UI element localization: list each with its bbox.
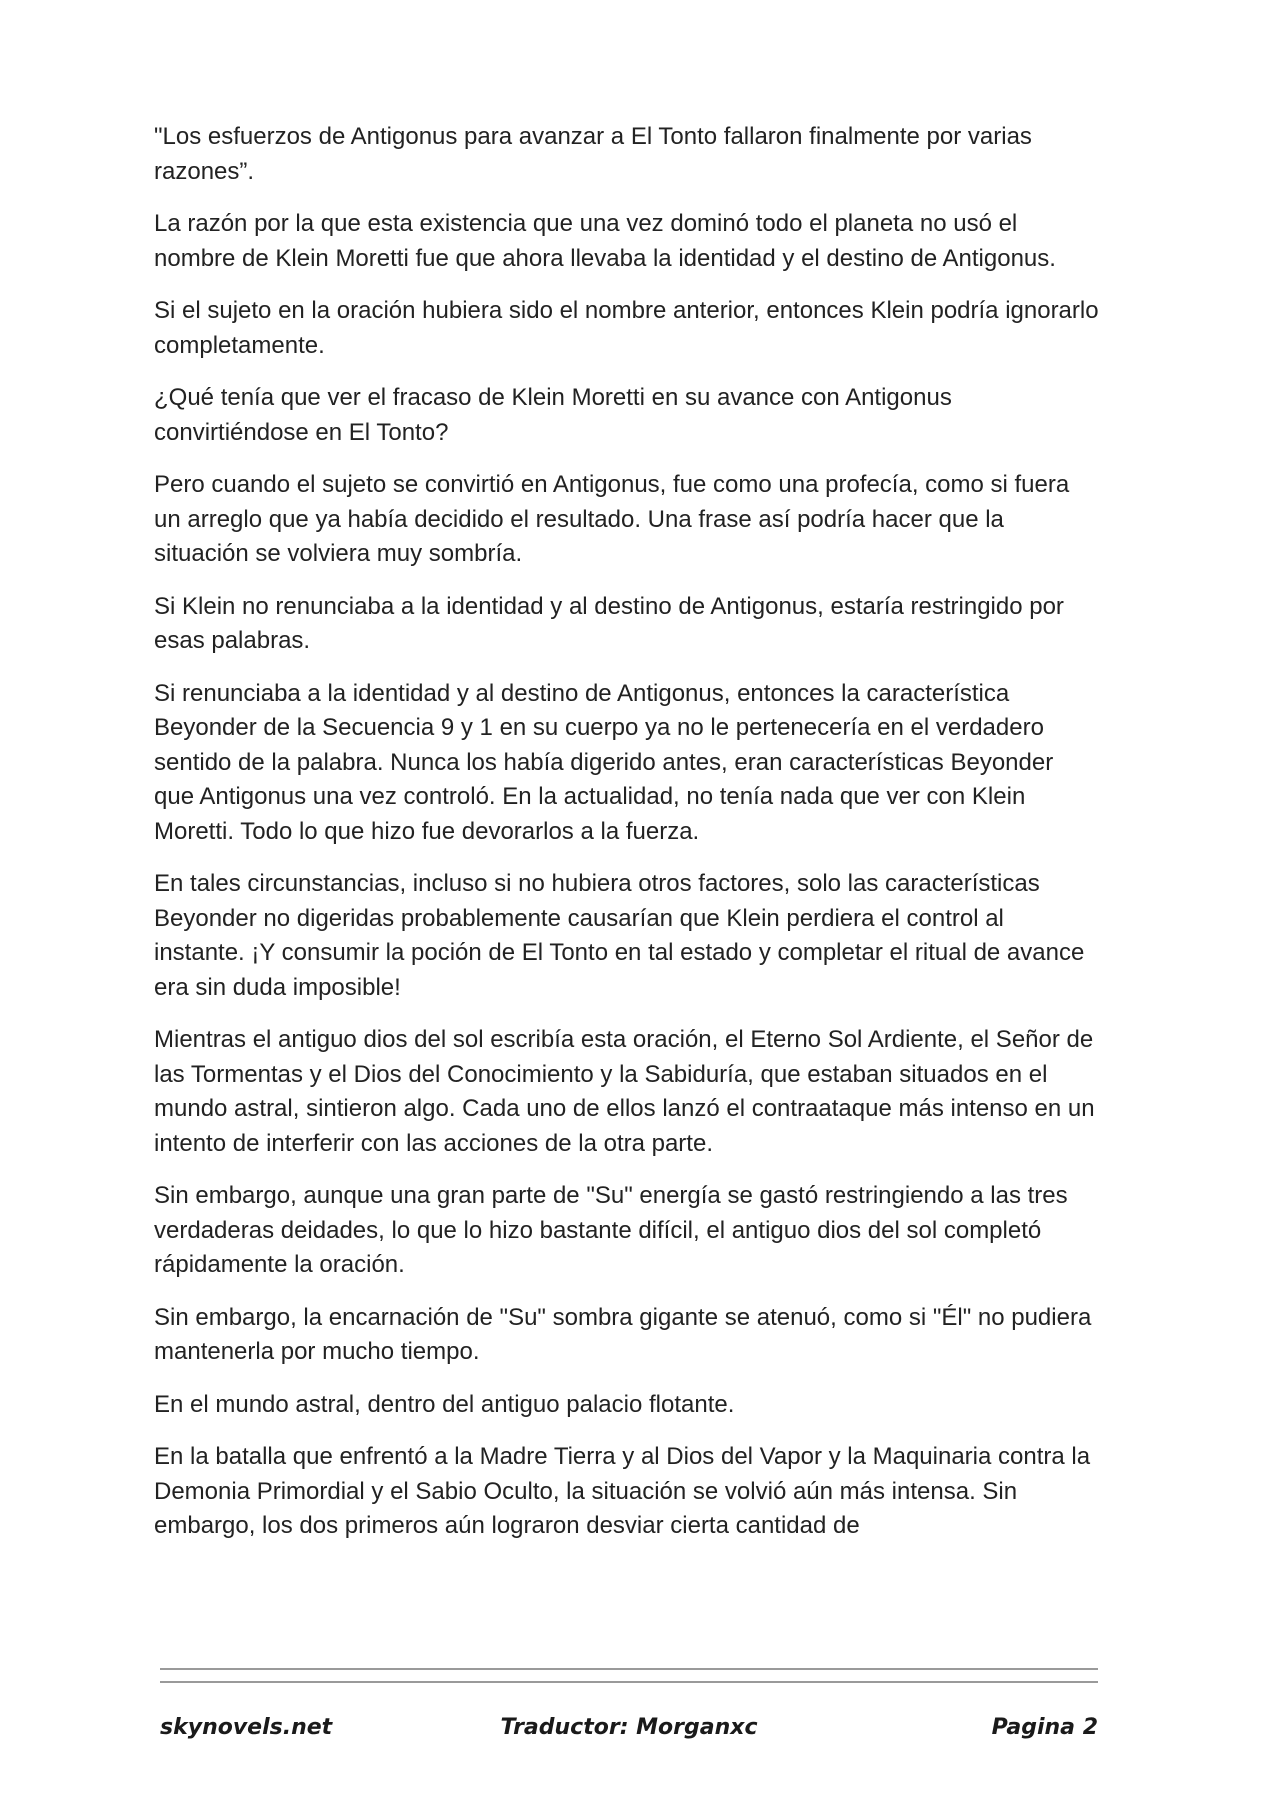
paragraph-5: Pero cuando el sujeto se convirtió en Antigonus, fue como una profecía, como si fuera un arreglo que ya había decidido el resultado. Una frase así podría hacer que la situación se volviera muy sombría. xyxy=(154,471,1070,567)
paragraph-3: Si el sujeto en la oración hubiera sido el nombre anterior, entonces Klein podría ignorarlo completamente. xyxy=(154,297,1099,359)
paragraph-12: En el mundo astral, dentro del antiguo palacio flotante. xyxy=(154,1390,735,1418)
paragraph-7: Si renunciaba a la identidad y al destino de Antigonus, entonces la característica Beyonder de la Secuencia 9 y 1 en su cuerpo ya no le pertenecería en el verdadero sentido de la palabra. Nunca los había digerido antes, eran características Beyonder que Antigonus una vez controló. En la actualidad, no tenía nada que ver con Klein Moretti. Todo lo que hizo fue devorarlos a la fuerza. xyxy=(154,679,1054,845)
footer-divider-line-bottom xyxy=(160,1681,1098,1683)
footer-page-number: Pagina 2 xyxy=(991,1715,1098,1740)
paragraph-8: En tales circunstancias, incluso si no hubiera otros factores, solo las características Beyonder no digeridas probablemente causarían que Klein perdiera el control al instante. ¡Y consumir la poción de El Tonto en tal estado y completar el ritual de avance era sin duda imposible! xyxy=(154,870,1085,1001)
document-body xyxy=(154,120,1099,1562)
footer-site: skynovels.net xyxy=(160,1715,333,1740)
page-footer xyxy=(160,1715,1098,1745)
paragraph-9: Mientras el antiguo dios del sol escribía esta oración, el Eterno Sol Ardiente, el Señor de las Tormentas y el Dios del Conocimiento y la Sabiduría, que estaban situados en el mundo astral, sintieron algo. Cada uno de ellos lanzó el contraataque más intenso en un intento de interferir con las acciones de la otra parte. xyxy=(154,1026,1095,1157)
paragraph-11: Sin embargo, la encarnación de "Su" sombra gigante se atenuó, como si "Él" no pudiera mantenerla por mucho tiempo. xyxy=(154,1303,1092,1365)
paragraph-10: Sin embargo, aunque una gran parte de "Su" energía se gastó restringiendo a las tres verdaderas deidades, lo que lo hizo bastante difícil, el antiguo dios del sol completó rápidamente la oración. xyxy=(154,1182,1068,1278)
paragraph-13: En la batalla que enfrentó a la Madre Tierra y al Dios del Vapor y la Maquinaria contra la Demonia Primordial y el Sabio Oculto, la situación se volvió aún más intensa. Sin embargo, los dos primeros aún lograron desviar cierta cantidad de xyxy=(154,1443,1091,1539)
footer-divider xyxy=(160,1668,1098,1683)
paragraph-2: La razón por la que esta existencia que una vez dominó todo el planeta no usó el nombre de Klein Moretti fue que ahora llevaba la identidad y el destino de Antigonus. xyxy=(154,210,1056,272)
paragraph-4: ¿Qué tenía que ver el fracaso de Klein Moretti en su avance con Antigonus convirtiéndose en El Tonto? xyxy=(154,384,952,446)
paragraph-6: Si Klein no renunciaba a la identidad y al destino de Antigonus, estaría restringido por esas palabras. xyxy=(154,592,1064,654)
footer-divider-line-top xyxy=(160,1668,1098,1670)
paragraph-1: "Los esfuerzos de Antigonus para avanzar a El Tonto fallaron finalmente por varias razones”. xyxy=(154,123,1032,185)
footer-translator: Traductor: Morganxc xyxy=(500,1715,758,1740)
